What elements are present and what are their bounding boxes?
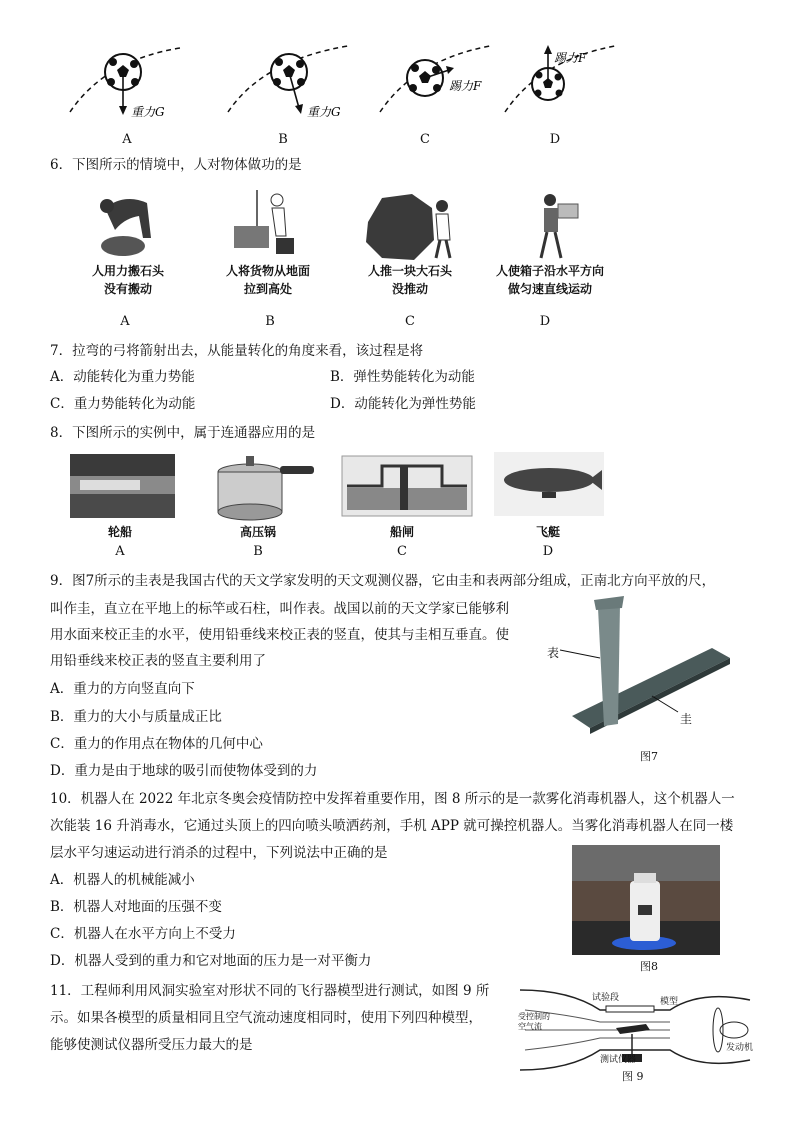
q10-line-3: 层水平匀速运动进行消杀的过程中，下列说法中正确的是	[50, 845, 388, 861]
q10-option-a: A．机器人的机械能减小	[50, 872, 195, 888]
q9-line-2: 叫作圭，直立在平地上的标竿或石柱，叫作表。战国以前的天文学家已能够利	[50, 601, 509, 617]
q9-option-b: B．重力的大小与质量成正比	[50, 709, 222, 725]
q8-label-c: C	[397, 544, 407, 559]
q9-option-a: A．重力的方向竖直向下	[50, 681, 195, 697]
q5-label-d: D	[549, 132, 561, 147]
q5-label-a: A	[122, 132, 132, 147]
q8-image-airship	[494, 452, 604, 516]
figure-9-label-engine: 发动机	[726, 1043, 754, 1053]
q6-caption-d: 人使箱子沿水平方向 做匀速直线运动	[495, 264, 604, 296]
q6-label-c: C	[405, 314, 415, 329]
q9-line-3: 用水面来校正圭的水平，使用铅垂线来校正表的竖直，使其与圭相互垂直。使	[50, 627, 509, 643]
figure-9-wind-tunnel	[520, 980, 760, 1080]
q8-label-d: D	[542, 544, 554, 559]
figure-8-caption: 图8	[640, 960, 658, 973]
q8-image-ship	[70, 454, 175, 518]
figure-7-caption: 图7	[640, 750, 658, 763]
q11-line-2: 示。如果各模型的质量相同且空气流动速度相同时，使用下列四种模型，	[50, 1010, 482, 1026]
q5-force-label-a: 重力G	[131, 105, 165, 119]
q9-option-c: C．重力的作用点在物体的几何中心	[50, 736, 263, 752]
q8-caption-d: 飞艇	[535, 525, 560, 539]
q8-label-b: B	[253, 544, 263, 559]
q5-figure-c	[375, 40, 495, 120]
q8-image-cooker	[210, 452, 315, 522]
q8-stem: 8．下图所示的实例中，属于连通器应用的是	[50, 425, 316, 441]
q8-caption-b: 高压锅	[239, 525, 276, 539]
q5-label-c: C	[420, 132, 430, 147]
q11-line-1: 11．工程师利用风洞实验室对形状不同的飞行器模型进行测试，如图 9 所	[50, 983, 490, 999]
q9-line-1: 9．图7所示的圭表是我国古代的天文学家发明的天文观测仪器，它由圭和表两部分组成，正南北方向平放的尺，	[50, 573, 716, 589]
figure-9-caption: 图 9	[622, 1070, 644, 1083]
q8-image-lock	[342, 456, 472, 516]
figure-8-robot-photo	[572, 845, 720, 955]
q10-option-c: C．机器人在水平方向上不受力	[50, 926, 236, 942]
figure-9-label-air: 受控制的 空气流	[518, 1012, 550, 1031]
q6-label-d: D	[539, 314, 551, 329]
q5-force-label-c: 踢力F	[449, 79, 482, 93]
q8-caption-a: 轮船	[107, 525, 132, 539]
figure-9-label-model: 模型	[660, 997, 679, 1007]
q5-figure-a	[65, 40, 185, 120]
q9-option-d: D．重力是由于地球的吸引而使物体受到的力	[50, 763, 318, 779]
q10-line-2: 次能装 16 升消毒水，它通过头顶上的四向喷头喷洒药剂，手机 APP 就可操控机器人。当雾化消毒机器人在同一楼	[50, 818, 734, 834]
figure-7-label-gui: 圭	[680, 712, 693, 726]
q6-image-c	[362, 192, 458, 264]
q6-label-a: A	[120, 314, 130, 329]
q5-label-b: B	[278, 132, 288, 147]
q8-caption-c: 船闸	[389, 525, 414, 539]
q7-option-b: B．弹性势能转化为动能	[330, 369, 475, 385]
figure-9-label-instrument: 测试仪器	[600, 1055, 637, 1065]
q5-force-label-b: 重力G	[307, 105, 341, 119]
q7-option-a: A．动能转化为重力势能	[50, 369, 195, 385]
q7-option-d: D．动能转化为弹性势能	[330, 396, 476, 412]
q11-line-3: 能够使测试仪器所受压力最大的是	[50, 1037, 253, 1053]
q5-figure-d	[500, 40, 620, 120]
q10-line-1: 10．机器人在 2022 年北京冬奥会疫情防控中发挥着重要作用，图 8 所示的是一款雾化消毒机器人，这个机器人一	[50, 791, 735, 807]
q7-stem: 7．拉弯的弓将箭射出去，从能量转化的角度来看，该过程是将	[50, 343, 424, 359]
q5-force-label-d: 踢力F	[554, 51, 587, 65]
q6-image-d	[528, 192, 588, 264]
figure-7-gnomon	[562, 596, 734, 766]
q7-option-c: C．重力势能转化为动能	[50, 396, 196, 412]
figure-7-label-biao: 表	[547, 646, 560, 660]
q6-stem: 6．下图所示的情境中，人对物体做功的是	[50, 157, 302, 173]
q8-label-a: A	[115, 544, 125, 559]
figure-9-label-section: 试验段	[592, 993, 620, 1003]
q10-option-b: B．机器人对地面的压强不变	[50, 899, 222, 915]
q6-caption-c: 人推一块大石头 没推动	[367, 264, 452, 296]
q6-image-b	[232, 186, 302, 258]
q6-label-b: B	[265, 314, 275, 329]
q10-option-d: D．机器人受到的重力和它对地面的压力是一对平衡力	[50, 953, 372, 969]
q5-figure-b	[223, 40, 353, 120]
q6-image-a	[85, 188, 175, 256]
q6-caption-b: 人将货物从地面 拉到高处	[225, 264, 310, 296]
q9-line-4: 用铅垂线来校正表的竖直主要利用了	[50, 653, 266, 669]
q6-caption-a: 人用力搬石头 没有搬动	[91, 264, 164, 296]
